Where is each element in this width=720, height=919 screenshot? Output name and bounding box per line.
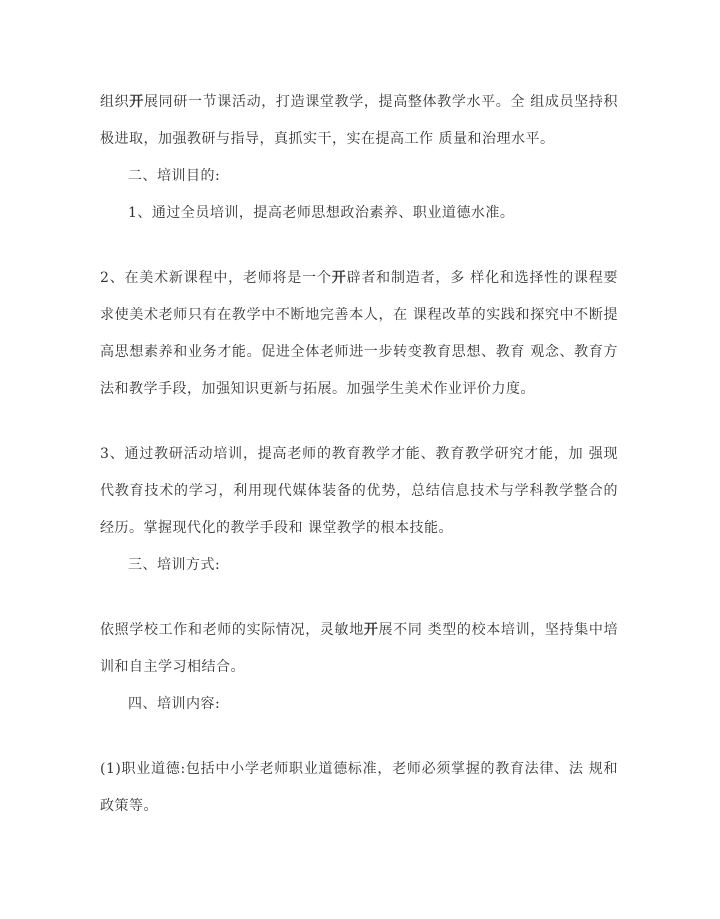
heading-training-method — [100, 547, 618, 584]
text-segment: 3、通过教研活动培训，提高老师的教育教学才能、教育教学研究才能，加 强现代教育技术的学习，利用现代媒体装备的优势，总结信息技术与学科教学整合的经历。掌握现代化的教学手段和 课堂教学的根本技能。 — [100, 446, 618, 536]
text-segment: 展不同 类型的校本培训，坚持集中培训和自主学习相结合。 — [100, 622, 619, 675]
paragraph-intro-continuation — [100, 84, 618, 158]
text-segment: (1)职业道德:包括中小学老师职业道德标准，老师必须掌握的教育法律、法 规和政策等。 — [100, 761, 618, 814]
text-segment: 辟者和制造者，多 样化和选择性的课程要求使美术老师只有在教学中不断地完善本人，在 课程改革的实践和探究中不断提高思想素养和业务才能。促进全体老师进一步转变教育思想、教育 观念、教育方法和教学手段，加强知识更新与拓展。加强学生美术作业评价力度。 — [100, 270, 618, 397]
paragraph-training-content-1 — [100, 751, 618, 825]
heading-training-purpose — [100, 158, 618, 195]
text-segment: 组织 — [100, 94, 130, 110]
document-body — [100, 84, 618, 825]
paragraph-purpose-2 — [100, 260, 618, 408]
text-segment: 1、通过全员培训，提高老师思想政治素养、职业道德水准。 — [128, 205, 515, 221]
bold-text-segment: 开 — [129, 94, 144, 110]
text-segment: 依照学校工作和老师的实际情况，灵敏地 — [100, 622, 364, 638]
text-segment: 展同研一节课活动，打造课堂教学，提高整体教学水平。全 组成员坚持积极进取，加强教研与指导，真抓实干，实在提高工作 质量和治理水平。 — [100, 94, 619, 147]
text-segment: 二、培训目的: — [128, 168, 221, 184]
paragraph-purpose-3 — [100, 436, 618, 547]
paragraph-training-method — [100, 612, 618, 686]
heading-training-content — [100, 686, 618, 723]
item-purpose-1 — [100, 195, 618, 232]
bold-text-segment: 开 — [331, 270, 347, 286]
text-segment: 2、在美术新课程中，老师将是一个 — [100, 270, 332, 286]
bold-text-segment: 开 — [363, 622, 379, 638]
text-segment: 四、培训内容: — [128, 696, 221, 712]
text-segment: 三、培训方式: — [128, 557, 221, 573]
